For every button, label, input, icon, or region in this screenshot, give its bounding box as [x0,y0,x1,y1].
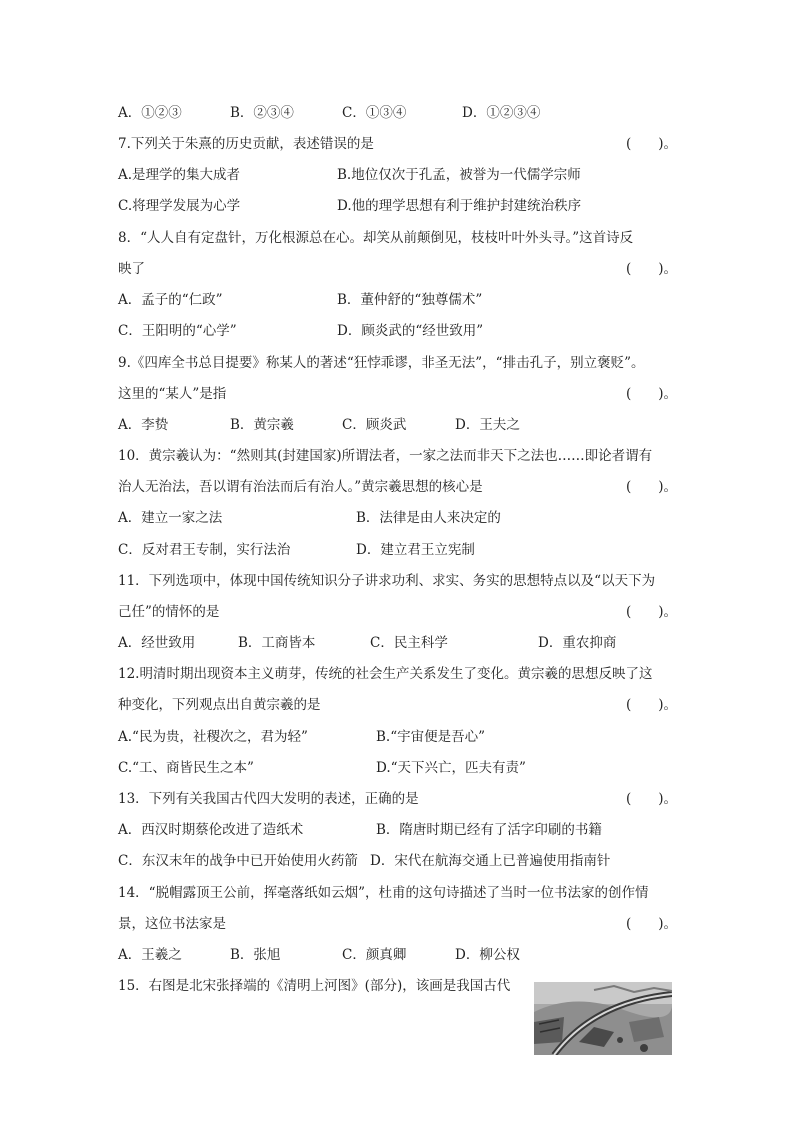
q7-option-d: D.他的理学思想有利于维护封建统治秩序 [337,198,582,214]
q6-option-c: C．①③④ [342,105,407,121]
q14-option-d: D．柳公权 [455,947,520,963]
q7-stem: 7.下列关于朱熹的历史贡献，表述错误的是 [118,136,374,152]
q7-option-c: C.将理学发展为心学 [118,198,241,214]
q11-answer-paren: ( )。 [626,604,678,620]
q13-option-c: C．东汉末年的战争中已开始使用火药箭 [118,853,358,869]
q8-option-c: C．王阳明的“心学” [118,323,237,339]
q14-option-b: B．张旭 [230,947,281,963]
q8-stem-line1: 8．“人人自有定盘针，万化根源总在心。却笑从前颠倒见，枝枝叶叶外头寻。”这首诗反 [118,230,634,246]
q12-answer-paren: ( )。 [626,697,678,713]
q14-stem-line1: 14．“脱帽露顶王公前，挥毫落纸如云烟”，杜甫的这句诗描述了当时一位书法家的创作情 [118,885,649,901]
qingming-painting-image [534,982,672,1055]
q10-option-a: A．建立一家之法 [118,510,223,526]
q12-option-a: A.“民为贵，社稷次之，君为轻” [118,729,308,745]
q12-stem-line1: 12.明清时期出现资本主义萌芽，传统的社会生产关系发生了变化。黄宗羲的思想反映了这 [118,666,653,682]
q11-stem-line2: 己任”的情怀的是 [118,604,220,620]
q10-option-b: B．法律是由人来决定的 [356,510,501,526]
q7-option-a: A.是理学的集大成者 [118,167,241,183]
q9-answer-paren: ( )。 [626,386,678,402]
q6-option-b: B．②③④ [230,105,294,121]
q12-option-d: D.“天下兴亡，匹夫有责” [376,760,526,776]
q7-option-b: B.地位仅次于孔孟，被誉为一代儒学宗师 [337,167,581,183]
q8-answer-paren: ( )。 [626,261,678,277]
q11-option-a: A．经世致用 [118,635,196,651]
q13-option-d: D．宋代在航海交通上已普遍使用指南针 [370,853,611,869]
q11-option-b: B．工商皆本 [238,635,316,651]
q13-option-a: A．西汉时期蔡伦改进了造纸术 [118,822,304,838]
q14-stem-line2: 景，这位书法家是 [118,916,226,932]
painting-svg [534,982,672,1055]
q14-option-c: C．颜真卿 [342,947,407,963]
q8-option-b: B．董仲舒的“独尊儒术” [337,292,483,308]
q9-option-d: D．王夫之 [455,417,520,433]
q10-option-c: C．反对君王专制，实行法治 [118,542,291,558]
q12-option-c: C.“工、商皆民生之本” [118,760,254,776]
q10-answer-paren: ( )。 [626,479,678,495]
q8-option-d: D．顾炎武的“经世致用” [337,323,484,339]
q13-option-b: B．隋唐时期已经有了活字印刷的书籍 [376,822,602,838]
q14-option-a: A．王羲之 [118,947,182,963]
q8-stem-line2: 映了 [118,261,145,277]
q9-option-b: B．黄宗羲 [230,417,294,433]
q10-stem-line2: 治人无治法，吾以谓有治法而后有治人。”黄宗羲思想的核心是 [118,479,483,495]
q9-stem-line1: 9.《四库全书总目提要》称某人的著述“狂悖乖谬，非圣无法”，“排击孔子，别立褒贬”。 [118,355,645,371]
q12-option-b: B.“宇宙便是吾心” [376,729,486,745]
q8-option-a: A．孟子的“仁政” [118,292,223,308]
q13-answer-paren: ( )。 [626,791,678,807]
q10-stem-line1: 10．黄宗羲认为：“然则其(封建国家)所谓法者，一家之法而非天下之法也……即论者谓有 [118,448,653,464]
q11-stem-line1: 11．下列选项中，体现中国传统知识分子讲求功利、求实、务实的思想特点以及“以天下为 [118,573,656,589]
q11-option-d: D．重农抑商 [538,635,617,651]
q7-answer-paren: ( )。 [626,136,678,152]
q6-option-d: D．①②③④ [462,105,541,121]
q9-stem-line2: 这里的“某人”是指 [118,386,227,402]
q10-option-d: D．建立君王立宪制 [356,542,475,558]
q9-option-a: A．李贽 [118,417,169,433]
q6-option-a: A．①②③ [118,105,182,121]
q15-stem: 15．右图是北宋张择端的《清明上河图》(部分)，该画是我国古代 [118,978,511,994]
q9-option-c: C．顾炎武 [342,417,407,433]
q11-option-c: C．民主科学 [370,635,448,651]
q13-stem: 13．下列有关我国古代四大发明的表述，正确的是 [118,791,419,807]
q14-answer-paren: ( )。 [626,916,678,932]
q12-stem-line2: 种变化，下列观点出自黄宗羲的是 [118,697,321,713]
